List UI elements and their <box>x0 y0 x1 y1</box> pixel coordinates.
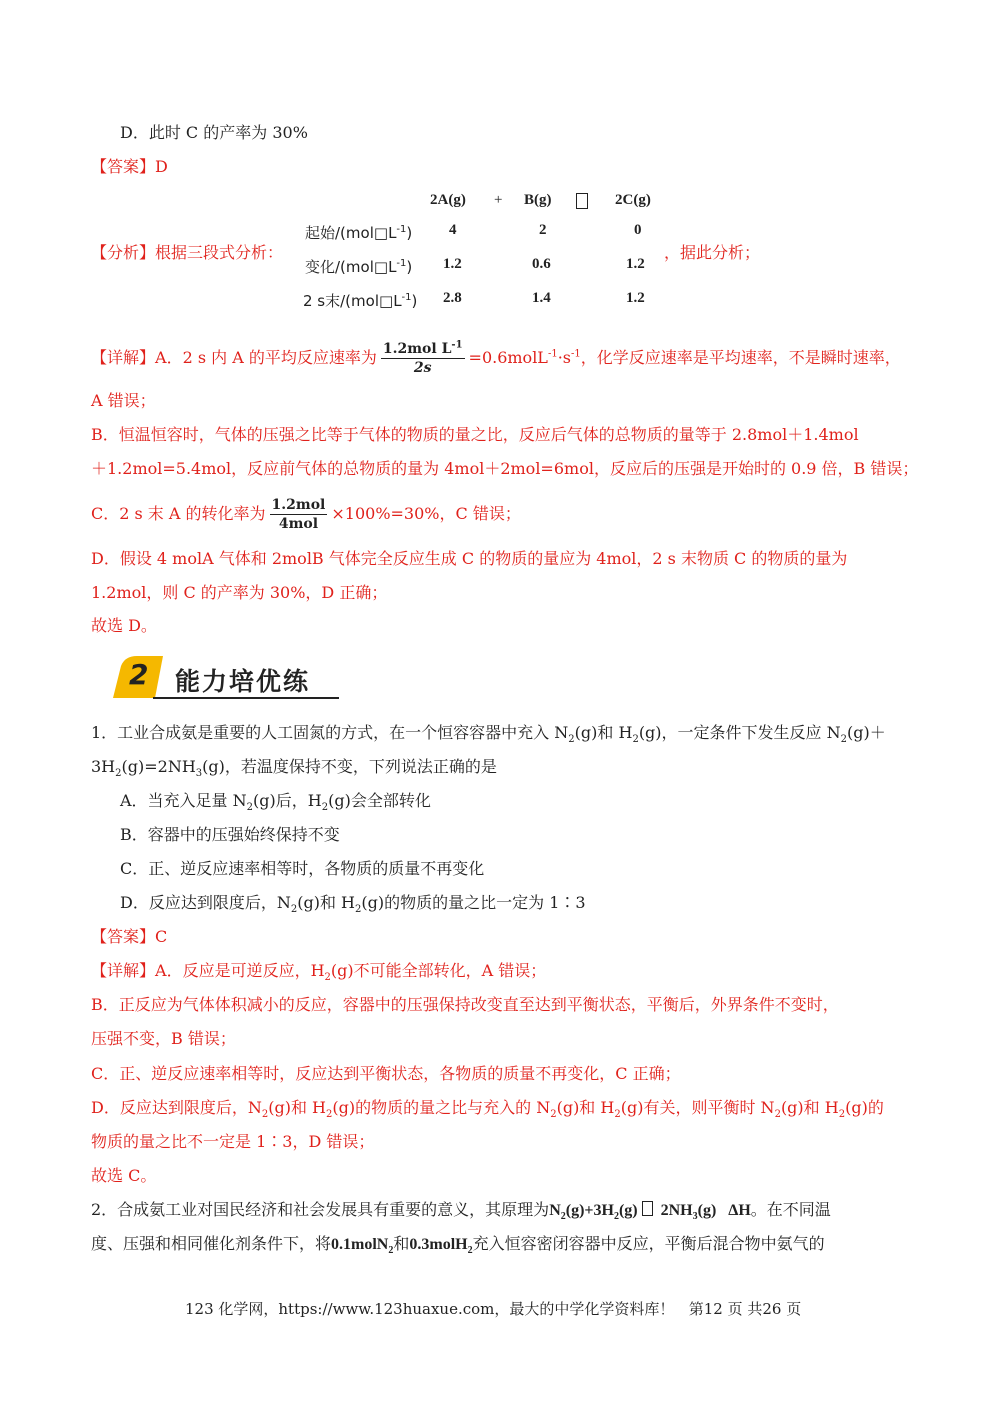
page-number: 第12 页 共26 页 <box>688 1300 802 1318</box>
row-start-label: 起始$/(mol□L^{-1})$ <box>305 224 413 242</box>
q1-option-b: B．容器中的压强始终保持不变 <box>120 825 340 844</box>
detail-a-text: A．2 s 内 A 的平均反应速率为 <box>155 348 377 367</box>
q1-option-c: C．正、逆反应速率相等时，各物质的质量不再变化 <box>120 859 485 878</box>
row-2s-label: 2 s末$/(mol□L^{-1})$ <box>303 292 418 310</box>
detail1-a-line2: A 错误； <box>91 391 156 410</box>
q2-stem-line2: 度、压强和相同催化剂条件下，将0.1molN$_2$和0.3molH$_2$充入恒容密闭容器中反应，平衡后混合物中氨气的 <box>91 1234 825 1257</box>
detail1-d-line2: 1.2mol，则 C 的产率为 30%，D 正确； <box>91 583 388 602</box>
q1-answer: 【答案】C <box>91 927 168 946</box>
answer-line-1 <box>91 156 168 178</box>
reversible-arrow-box-icon <box>576 193 588 209</box>
footer <box>185 1298 801 1320</box>
detail1-b-line1: B．恒温恒容时，气体的压强之比等于气体的物质的量之比，反应后气体的总物质的量等于 2.8mol＋1.4mol <box>91 425 859 444</box>
detail-tag: 【详解】 <box>91 348 156 367</box>
section-banner <box>113 654 339 700</box>
detail1-a-line: 【详解】A．2 s 内 A 的平均反应速率为 $\frac{1.2mol L^{-1}}{2s}$ $=0.6molL^{-1}\cdot s^{-1}$，化学反应速率是平均速率，不是瞬时速率， <box>91 339 901 376</box>
detail1-d-line1: D．假设 4 molA 气体和 2molB 气体完全反应生成 C 的物质的量应为 4mol，2 s 末物质 C 的物质的量为 <box>91 549 848 568</box>
table-cell: 0 <box>634 222 642 238</box>
q1-detail-d1: D．反应达到限度后，$N_2(g)$和 $H_2(g)$的物质的量之比与充入的 $N_2(g)$和 $H_2(g)$有关，则平衡时 $N_2(g)$和 $H_2(g)$的 <box>91 1098 884 1121</box>
q1-stem-line1: 1．工业合成氨是重要的人工固氮的方式，在一个恒容容器中充入 $N_2(g)$和 $H_2(g)$，一定条件下发生反应 $N_2(g)+$ <box>91 723 886 746</box>
detail1-b-line2: ＋1.2mol=5.4mol，反应前气体的总物质的量为 4mol＋2mol=6mol，反应后的压强是开始时的 0.9 倍，B 错误； <box>91 459 919 478</box>
table-cell: 0.6 <box>532 256 551 272</box>
q2-stem-line1: 2．合成氨工业对国民经济和社会发展具有重要的意义，其原理为$N_2(g)+3H_2(g)$ $2NH_3(g)$ ΔH。在不同温 <box>91 1200 831 1223</box>
table-cell: 1.2 <box>626 256 645 272</box>
footer-text: 123 化学网，https://www.123huaxue.com，最大的中学化学资料库！ <box>185 1300 675 1318</box>
analysis-intro <box>91 242 283 264</box>
analysis-tag: 【分析】 <box>91 243 156 262</box>
q1-option-d: D．反应达到限度后，$N_2(g)$和 $H_2(g)$的物质的量之比一定为 1∶3 <box>120 893 586 916</box>
table-cell: 4 <box>449 222 457 238</box>
q1-detail-b1: B．正反应为气体体积减小的反应，容器中的压强保持改变直至达到平衡状态，平衡后，外界条件不变时， <box>91 995 839 1014</box>
detail1-c-line: C．2 s 末 A 的转化率为 $\frac{\text{1.2mol}}{\text{4mol}}$ ×100%=30%，C 错误； <box>91 497 521 532</box>
detail1-conclusion: 故选 D。 <box>91 616 157 635</box>
table-head-plus: + <box>494 192 503 208</box>
q1-option-a: A．当充入足量 $N_2(g)$后，$H_2(g)$会全部转化 <box>120 791 431 814</box>
q1-detail-b2: 压强不变，B 错误； <box>91 1029 236 1048</box>
reversible-arrow-box-icon <box>642 1201 653 1216</box>
q1-stem-line2: $3H_2(g)=2NH_3(g)$，若温度保持不变，下列说法正确的是 <box>91 757 497 780</box>
option-d-prev: D．此时 C 的产率为 30% <box>120 123 308 142</box>
table-cell: 2.8 <box>443 290 462 306</box>
analysis-text: 根据三段式分析： <box>155 243 284 262</box>
conversion-fraction: $\frac{\text{1.2mol}}{\text{4mol}}$ <box>271 497 326 532</box>
section-number: 2 <box>129 658 149 691</box>
table-cell: 1.4 <box>532 290 551 306</box>
table-head-2a: 2A(g) <box>430 192 466 208</box>
analysis-tail: ，据此分析； <box>664 243 761 262</box>
q1-detail-a: 【详解】A．反应是可逆反应，$H_2(g)$不可能全部转化，A 错误； <box>91 961 547 984</box>
q1-conclusion: 故选 C。 <box>91 1166 157 1185</box>
q1-detail-d2: 物质的量之比不一定是 1∶3，D 错误； <box>91 1132 375 1151</box>
answer-tag: 【答案】 <box>91 157 156 176</box>
row-change-label: 变化$/(mol□L^{-1})$ <box>305 258 413 276</box>
table-cell: 1.2 <box>443 256 462 272</box>
table-head-b: B(g) <box>524 192 552 208</box>
rate-fraction: $\frac{1.2mol L^{-1}}{2s}$ <box>382 339 463 376</box>
section-title: 能力培优练 <box>175 667 311 696</box>
table-cell: 1.2 <box>626 290 645 306</box>
answer-value: D <box>155 157 168 176</box>
table-head-2c: 2C(g) <box>615 192 651 208</box>
table-cell: 2 <box>539 222 547 238</box>
q1-detail-c: C．正、逆反应速率相等时，反应达到平衡状态，各物质的质量不再变化，C 正确； <box>91 1064 681 1083</box>
